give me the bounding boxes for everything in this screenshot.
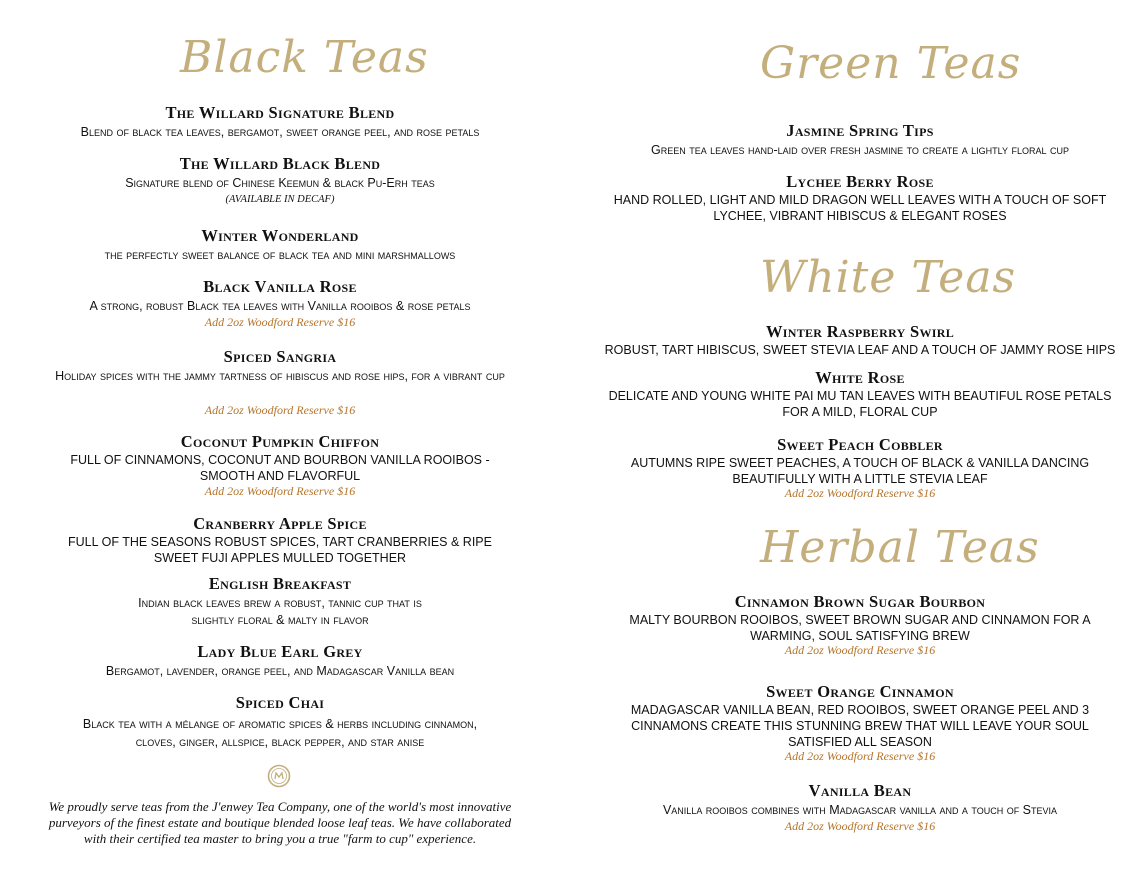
tea-description: AUTUMNS RIPE SWEET PEACHES, A TOUCH OF BLACK & VANILLA DANCING BEAUTIFULLY WITH A LITTLE STEVIA LEAF bbox=[630, 456, 1090, 486]
tea-description: Vanilla rooibos combines with Madagascar vanilla and a touch of Stevia bbox=[662, 803, 1058, 817]
tea-name: White Rose bbox=[815, 368, 905, 387]
tea-description: DELICATE AND YOUNG WHITE PAI MU TAN LEAVES WITH BEAUTIFUL ROSE PETALS FOR A MILD, FLORAL CUP bbox=[608, 389, 1112, 419]
tea-name: Coconut Pumpkin Chiffon bbox=[180, 432, 380, 451]
tea-name: Sweet Peach Cobbler bbox=[777, 435, 943, 454]
addon-offer: Add 2oz Woodford Reserve $16 bbox=[784, 749, 936, 763]
tea-name: Spiced Chai bbox=[235, 693, 325, 712]
tea-name: Cinnamon Brown Sugar Bourbon bbox=[734, 592, 986, 611]
tea-description: the perfectly sweet balance of black tea and mini marshmallows bbox=[104, 248, 456, 262]
tea-description: HAND ROLLED, LIGHT AND MILD DRAGON WELL LEAVES WITH A TOUCH OF SOFT LYCHEE, VIBRANT HIBISCUS & ELEGANT ROSES bbox=[613, 193, 1107, 223]
tea-name: The Willard Signature Blend bbox=[165, 103, 395, 122]
tea-description: Holiday spices with the jammy tartness of hibiscus and rose hips, for a vibrant cup bbox=[55, 369, 505, 383]
tea-description: Green tea leaves hand-laid over fresh jasmine to create a lightly floral cup bbox=[651, 143, 1069, 157]
addon-offer: Add 2oz Woodford Reserve $16 bbox=[204, 403, 356, 417]
tea-description: Signature blend of Chinese Keemun & black Pu-Erh teas bbox=[125, 176, 435, 190]
tea-description: Bergamot, lavender, orange peel, and Madagascar Vanilla bean bbox=[105, 664, 455, 678]
tea-description: FULL OF THE SEASONS ROBUST SPICES, TART CRANBERRIES & RIPE SWEET FUJI APPLES MULLED TOGETHER bbox=[68, 535, 492, 565]
addon-offer: Add 2oz Woodford Reserve $16 bbox=[784, 486, 936, 500]
section-heading-herbal-teas: Herbal Teas bbox=[760, 522, 1040, 573]
section-heading-black-teas: Black Teas bbox=[180, 32, 429, 83]
tea-name: Jasmine Spring Tips bbox=[786, 121, 934, 140]
tea-name: Winter Raspberry Swirl bbox=[765, 322, 955, 341]
tea-description: MALTY BOURBON ROOIBOS, SWEET BROWN SUGAR AND CINNAMON FOR A WARMING, SOUL SATISFYING BREW bbox=[629, 613, 1091, 643]
crest-icon bbox=[267, 764, 291, 788]
addon-offer: Add 2oz Woodford Reserve $16 bbox=[204, 484, 356, 498]
tea-name: English Breakfast bbox=[208, 574, 352, 593]
footer-statement: We proudly serve teas from the J'enwey Tea Company, one of the world's most innovative purveyors of the finest estate and boutique blended loose leaf teas. We have collaborated with their certified tea master to bring you a true "farm to cup" experience. bbox=[48, 799, 512, 846]
tea-name: Vanilla Bean bbox=[808, 781, 912, 800]
section-heading-white-teas: White Teas bbox=[760, 252, 1017, 303]
tea-description: Blend of black tea leaves, bergamot, sweet orange peel, and rose petals bbox=[80, 125, 480, 139]
addon-offer: Add 2oz Woodford Reserve $16 bbox=[784, 643, 936, 657]
addon-offer: Add 2oz Woodford Reserve $16 bbox=[784, 819, 936, 833]
addon-offer: Add 2oz Woodford Reserve $16 bbox=[204, 315, 356, 329]
tea-description: ROBUST, TART HIBISCUS, SWEET STEVIA LEAF AND A TOUCH OF JAMMY ROSE HIPS bbox=[604, 343, 1116, 357]
tea-note: (AVAILABLE IN DECAF) bbox=[225, 194, 335, 205]
tea-description: MADAGASCAR VANILLA BEAN, RED ROOIBOS, SWEET ORANGE PEEL AND 3 CINNAMONS CREATE THIS STUNNING BREW THAT WILL LEAVE YOUR SOUL SATISFIED ALL SEASON bbox=[630, 703, 1090, 749]
tea-name: Sweet Orange Cinnamon bbox=[766, 682, 954, 701]
tea-name: Black Vanilla Rose bbox=[203, 277, 357, 296]
tea-name: The Willard Black Blend bbox=[179, 154, 381, 173]
tea-description: FULL OF CINNAMONS, COCONUT AND BOURBON VANILLA ROOIBOS - SMOOTH AND FLAVORFUL bbox=[70, 453, 490, 483]
tea-name: Winter Wonderland bbox=[201, 226, 359, 245]
tea-description: Black tea with a mélange of aromatic spices & herbs including cinnamon, cloves, ginger, allspice, black pepper, and star anise bbox=[82, 717, 478, 749]
tea-description: Indian black leaves brew a robust, tannic cup that is slightly floral & malty in flavor bbox=[138, 596, 422, 627]
section-heading-green-teas: Green Teas bbox=[760, 38, 1022, 89]
tea-name: Lady Blue Earl Grey bbox=[197, 642, 363, 661]
tea-name: Cranberry Apple Spice bbox=[193, 514, 367, 533]
tea-name: Spiced Sangria bbox=[223, 347, 337, 366]
tea-description: A strong, robust Black tea leaves with Vanilla rooibos & rose petals bbox=[89, 299, 471, 313]
tea-name: Lychee Berry Rose bbox=[786, 172, 934, 191]
